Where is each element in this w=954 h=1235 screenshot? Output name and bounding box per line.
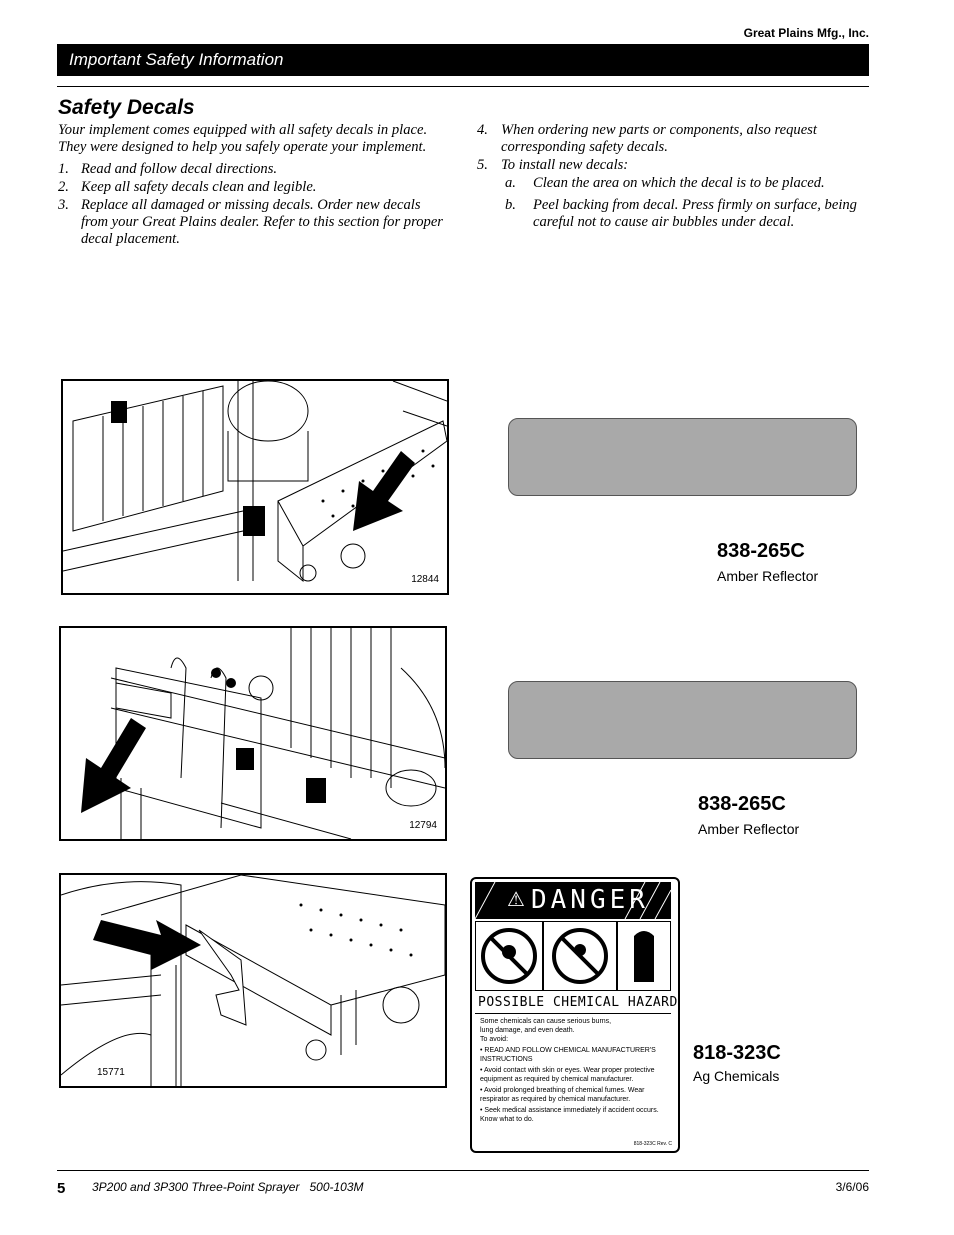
figure-photo [59,626,447,841]
hazard-bullet: • Avoid contact with skin or eyes. Wear proper protective equipment as required by chemical manufacturer. [480,1067,655,1083]
hazard-text: lung damage, and even death. [480,1027,575,1034]
hazard-text: To avoid: [480,1036,509,1043]
no-splash-icon [475,921,543,991]
sub-list-item: a. Clean the area on which the decal is to be placed. [505,175,825,191]
figure-photo [59,873,447,1088]
list-item: 4. When ordering new parts or components, also request corresponding safety decals. [477,122,817,155]
hazard-bullet: • Seek medical assistance immediately if accident occurs. Know what to do. [480,1107,659,1123]
list-item: 3. Replace all damaged or missing decals. Order new decals from your Great Plains dealer. Refer to this section for proper decal placement. [58,197,443,247]
figure-number: 12794 [409,820,437,831]
hazard-text: Some chemicals can cause serious burns, [480,1018,612,1025]
amber-reflector-decal [508,681,857,759]
list-item: 2. Keep all safety decals clean and legible. [58,179,317,195]
amber-reflector-decal [508,418,857,496]
decal-description: Ag Chemicals [693,1068,780,1084]
section-title: Important Safety Information [69,50,284,69]
decal-description: Amber Reflector [717,568,819,584]
hazard-bullet: • READ AND FOLLOW CHEMICAL MANUFACTURER'S INSTRUCTIONS [480,1047,656,1063]
decal-part-number: 838-265C [717,540,805,562]
section-banner [57,44,869,76]
decal-part-number: 838-265C [698,793,786,815]
page-number: 5 [57,1180,66,1197]
footer-divider [57,1170,869,1171]
danger-decal [470,877,680,1153]
glove-icon [617,921,671,991]
divider [57,86,869,87]
hazard-bullet: • Avoid prolonged breathing of chemical fumes. Wear respirator as required by chemical manufacturer. [480,1087,645,1103]
danger-heading: DANGER [531,885,649,915]
company-name: Great Plains Mfg., Inc. [743,26,869,40]
page-title: Safety Decals [58,96,195,119]
danger-header [475,882,671,919]
warning-triangle-icon: ⚠ [507,889,525,911]
sub-list-item: b. Peel backing from decal. Press firmly on surface, being careful not to cause air bubbles under decal. [505,197,857,230]
decal-code: 818-323C Rev. C [633,1141,672,1147]
figure-number: 15771 [97,1067,125,1078]
decal-description: Amber Reflector [698,821,800,837]
document-date: 3/6/06 [835,1180,869,1194]
list-item: 1. Read and follow decal directions. [58,161,278,177]
hazard-subheading: POSSIBLE CHEMICAL HAZARD [478,995,678,1010]
intro-paragraph: Your implement comes equipped with all safety decals in place. They were designed to help you safely operate your implement. [58,122,428,155]
figure-photo [61,379,449,595]
document-title: 3P200 and 3P300 Three-Point Sprayer 500-103M [92,1180,364,1194]
no-fumes-icon [543,921,617,991]
list-item: 5. To install new decals: [477,157,629,173]
decal-part-number: 818-323C [693,1042,781,1064]
figure-number: 12844 [411,574,439,585]
